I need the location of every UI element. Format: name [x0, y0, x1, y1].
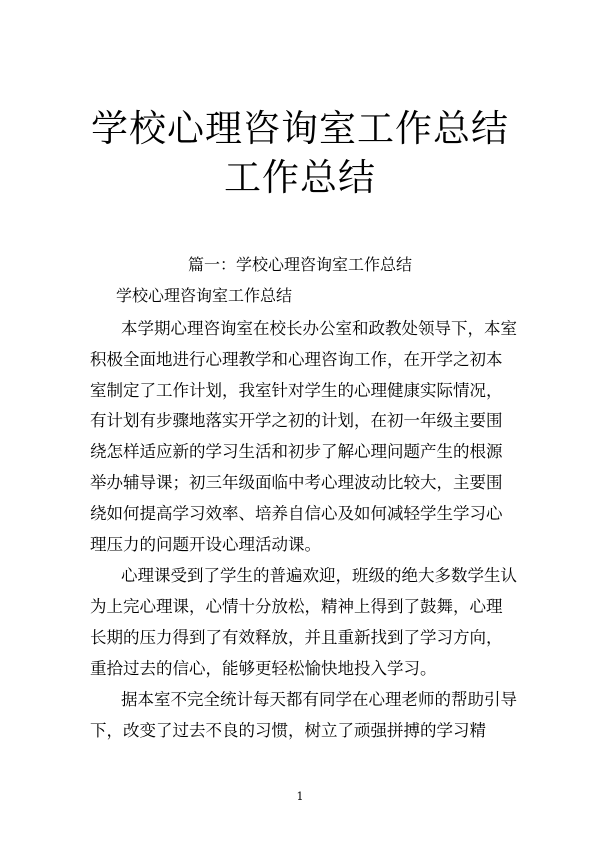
body-line-12: 重拾过去的信心，能够更轻松愉快地投入学习。 — [90, 659, 437, 678]
page-number: 1 — [296, 790, 304, 803]
section-heading: 篇一：学校心理咨询室工作总结 — [187, 255, 412, 274]
sub-heading: 学校心理咨询室工作总结 — [116, 286, 293, 305]
body-line-13: 据本室不完全统计每天都有同学在心理老师的帮助引导 — [121, 690, 517, 709]
body-line-8: 理压力的问题开设心理活动课。 — [90, 535, 321, 554]
body-line-3: 室制定了工作计划，我室针对学生的心理健康实际情况， — [90, 381, 503, 400]
body-line-11: 长期的压力得到了有效释放，并且重新找到了学习方向， — [90, 628, 503, 647]
body-line-5: 绕怎样适应新的学习生活和初步了解心理问题产生的根源 — [90, 442, 503, 461]
document-title-line-1: 学校心理咨询室工作总结 — [91, 107, 509, 150]
body-line-7: 绕如何提高学习效率、培养自信心及如何减轻学生学习心 — [90, 504, 503, 523]
body-line-9: 心理课受到了学生的普遍欢迎，班级的绝大多数学生认 — [121, 566, 517, 585]
body-line-2: 积极全面地进行心理教学和心理咨询工作，在开学之初本 — [90, 350, 503, 369]
body-line-10: 为上完心理课，心情十分放松，精神上得到了鼓舞，心理 — [90, 597, 503, 616]
body-line-4: 有计划有步骤地落实开学之初的计划，在初一年级主要围 — [90, 411, 503, 430]
body-line-1: 本学期心理咨询室在校长办公室和政教处领导下，本室 — [121, 319, 517, 338]
document-title-line-2: 工作总结 — [224, 156, 376, 199]
body-line-14: 下，改变了过去不良的习惯，树立了顽强拼搏的学习精 — [90, 721, 486, 740]
body-line-6: 举办辅导课；初三年级面临中考心理波动比较大，主要围 — [90, 473, 503, 492]
